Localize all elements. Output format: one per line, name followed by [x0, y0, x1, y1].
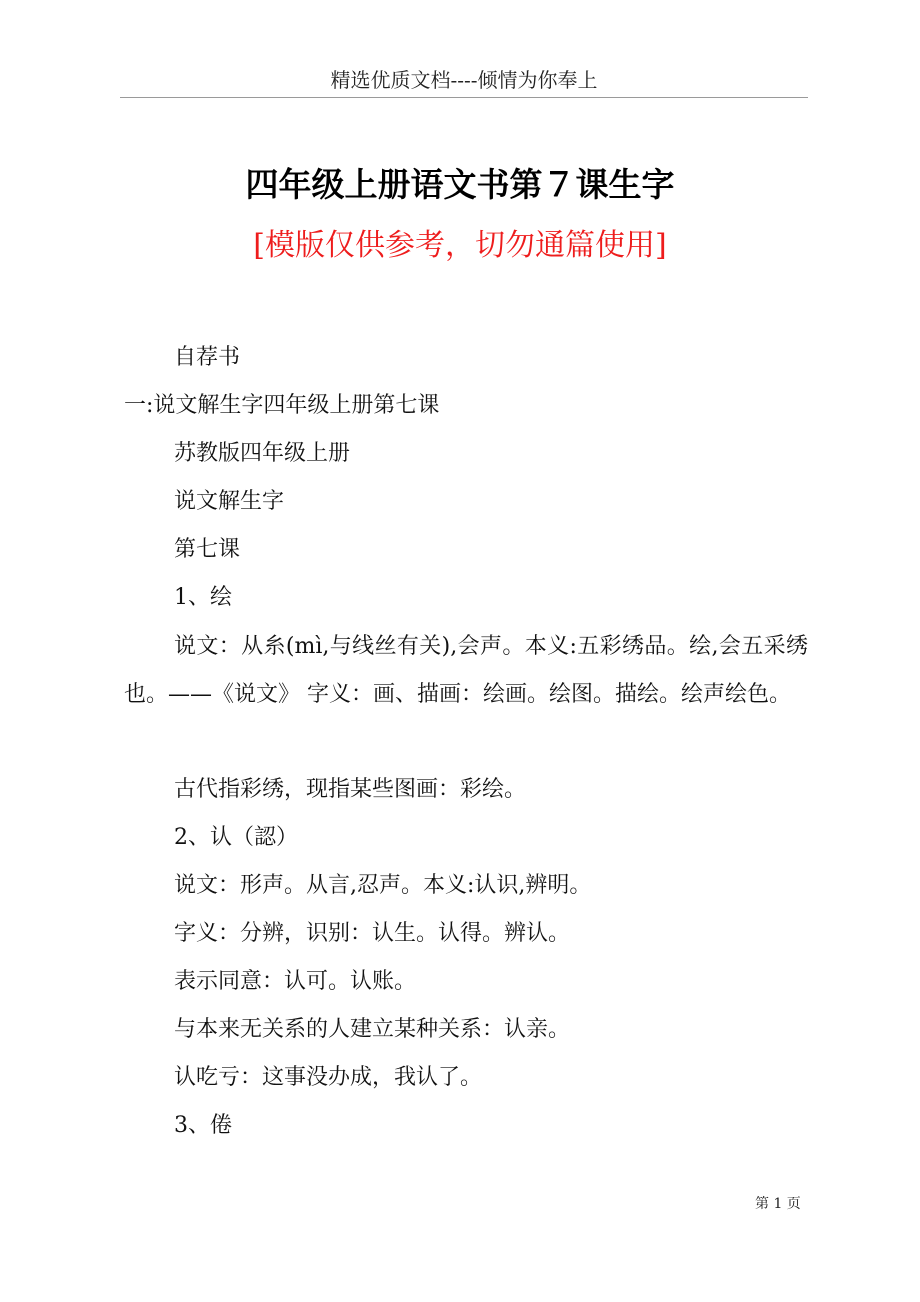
- line-ren-meaning-4: 认吃亏：这事没办成，我认了。: [174, 1065, 483, 1090]
- char-heading-juan: 3、倦: [174, 1113, 232, 1138]
- document-title: 四年级上册语文书第７课生字: [245, 165, 675, 204]
- header-text: 精选优质文档----倾情为你奉上: [330, 68, 598, 92]
- line-lesson: 第七课: [174, 537, 241, 562]
- paragraph-hui-definition: 说文：从糸(mì,与线丝有关),会声。本义:五彩绣品。绘,会五采绣也。——《说文》 字义：画、描画：绘画。绘图。描绘。绘声绘色。: [124, 634, 808, 707]
- line-ren-meaning-2: 表示同意：认可。认账。: [174, 969, 417, 994]
- char-heading-ren: 2、认（認）: [174, 825, 298, 850]
- line-self-recommendation: 自荐书: [174, 345, 241, 370]
- template-notice: [模版仅供参考，切勿通篇使用]: [253, 228, 667, 263]
- line-ren-shuowen: 说文：形声。从言,忍声。本义:认识,辨明。: [174, 873, 592, 898]
- line-hui-usage: 古代指彩绣，现指某些图画：彩绘。: [174, 777, 527, 802]
- line-subtitle: 说文解生字: [174, 489, 285, 514]
- line-ren-meaning-3: 与本来无关系的人建立某种关系：认亲。: [174, 1017, 571, 1042]
- line-ren-meaning-1: 字义：分辨，识别：认生。认得。辨认。: [174, 921, 571, 946]
- section-heading: 一:说文解生字四年级上册第七课: [124, 393, 440, 418]
- line-textbook: 苏教版四年级上册: [174, 441, 351, 466]
- char-heading-hui: 1、绘: [174, 585, 232, 610]
- page-number: 第 1 页: [755, 1196, 801, 1212]
- page-header: [120, 66, 808, 98]
